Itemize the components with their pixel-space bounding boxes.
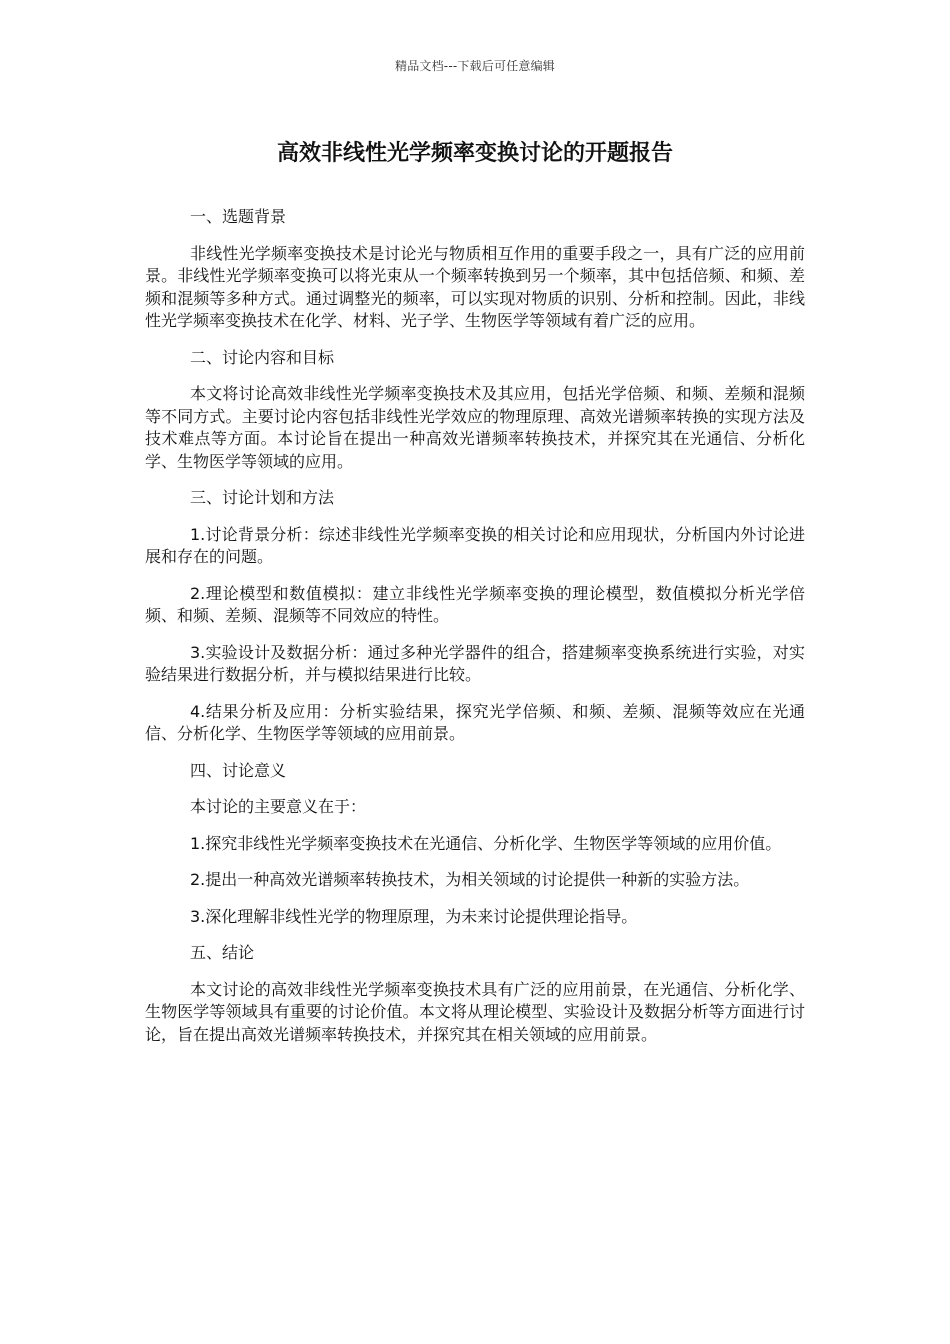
paragraph: 本文讨论的高效非线性光学频率变换技术具有广泛的应用前景，在光通信、分析化学、生物医学等领域具有重要的讨论价值。本文将从理论模型、实验设计及数据分析等方面进行讨论，旨在提出高效光谱频率转换技术，并探究其在相关领域的应用前景。 bbox=[145, 979, 805, 1044]
document-body bbox=[145, 206, 805, 1060]
page-header: 精品文档---下载后可任意编辑 bbox=[395, 59, 555, 73]
list-item: 3.实验设计及数据分析：通过多种光学器件的组合，搭建频率变换系统进行实验，对实验结果进行数据分析，并与模拟结果进行比较。 bbox=[145, 642, 805, 684]
paragraph: 本文将讨论高效非线性光学频率变换技术及其应用，包括光学倍频、和频、差频和混频等不同方式。主要讨论内容包括非线性光学效应的物理原理、高效光谱频率转换的实现方法及技术难点等方面。本讨论旨在提出一种高效光谱频率转换技术，并探究其在光通信、分析化学、生物医学等领域的应用。 bbox=[145, 384, 805, 471]
list-item: 2.提出一种高效光谱频率转换技术，为相关领域的讨论提供一种新的实验方法。 bbox=[190, 870, 750, 889]
section-heading: 三、讨论计划和方法 bbox=[190, 488, 335, 507]
section-heading: 四、讨论意义 bbox=[190, 760, 287, 780]
document-title: 高效非线性光学频率变换讨论的开题报告 bbox=[276, 141, 673, 166]
list-item: 3.深化理解非线性光学的物理原理，为未来讨论提供理论指导。 bbox=[190, 906, 638, 926]
list-item: 1.探究非线性光学频率变换技术在光通信、分析化学、生物医学等领域的应用价值。 bbox=[190, 833, 782, 853]
section-heading: 五、结论 bbox=[190, 943, 255, 962]
section-heading: 二、讨论内容和目标 bbox=[190, 347, 335, 367]
list-item: 2.理论模型和数值模拟：建立非线性光学频率变换的理论模型，数值模拟分析光学倍频、和频、差频、混频等不同效应的特性。 bbox=[145, 583, 805, 625]
list-item: 4.结果分析及应用：分析实验结果，探究光学倍频、和频、差频、混频等效应在光通信、分析化学、生物医学等领域的应用前景。 bbox=[145, 701, 805, 743]
paragraph: 非线性光学频率变换技术是讨论光与物质相互作用的重要手段之一，具有广泛的应用前景。非线性光学频率变换可以将光束从一个频率转换到另一个频率，其中包括倍频、和频、差频和混频等多种方式。通过调整光的频率，可以实现对物质的识别、分析和控制。因此，非线性光学频率变换技术在化学、材料、光子学、生物医学等领域有着广泛的应用。 bbox=[145, 243, 805, 330]
section-heading: 一、选题背景 bbox=[190, 207, 287, 226]
paragraph: 本讨论的主要意义在于： bbox=[190, 797, 367, 816]
list-item: 1.讨论背景分析：综述非线性光学频率变换的相关讨论和应用现状，分析国内外讨论进展和存在的问题。 bbox=[145, 524, 805, 566]
